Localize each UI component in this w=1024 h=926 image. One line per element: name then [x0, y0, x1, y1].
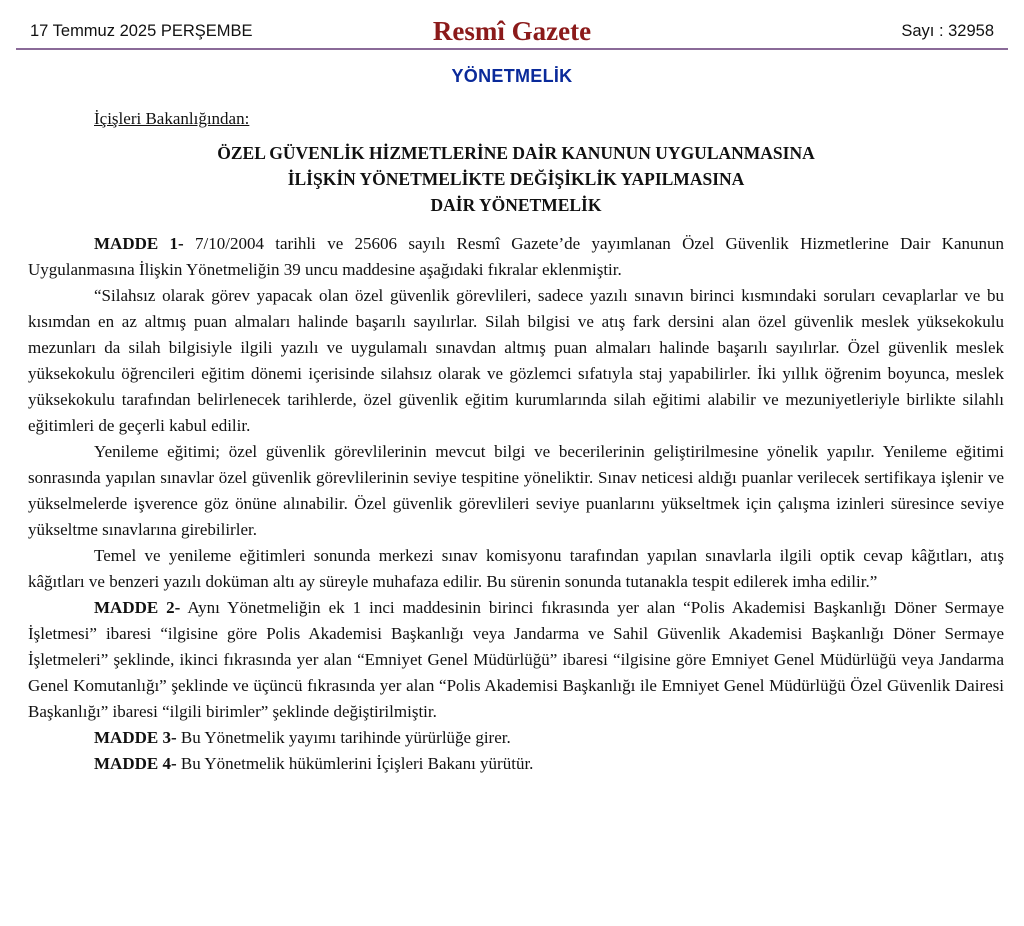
article-label: MADDE 1- — [94, 234, 184, 253]
article-4 — [28, 751, 1004, 777]
paragraph — [28, 543, 1004, 595]
article-text: 7/10/2004 tarihli ve 25606 sayılı Resmî Gazete’de yayımlanan Özel Güvenlik Hizmetlerine Dair Kanunun Uygulanmasına İlişkin Yönetmeliğin 39 uncu maddesine aşağıdaki fıkralar eklenmiştir. — [28, 234, 1004, 279]
paragraph-text: “Silahsız olarak görev yapacak olan özel güvenlik görevlileri, sadece yazılı sınavın birinci kısmındaki soruları cevaplarlar ve bu kısımdan en az altmış puan almaları halinde başarılı sayılırlar. Silah bilgisi ve atış fark dersini alan özel güvenlik meslek yüksekokulu mezunları da silah bilgisiyle ilgili yazılı ve uygulamalı sınavdan altmış puan almaları halinde başarılı sayılırlar. Özel güvenlik meslek yüksekokulu öğrencileri eğitim dönemi içerisinde silahsız olarak ve gözlemci sıfatıyla staj yapabilirler. İki yıllık öğrenim boyunca, meslek yüksekokulu tarafından belirlenecek tarihlerde, özel güvenlik eğitim kurumlarında silah eğitimi alabilir ve mezuniyetleriyle birlikte silahlı eğitimleri de geçerli kabul edilir. — [28, 286, 1004, 435]
regulation-title-line: DAİR YÖNETMELİK — [430, 195, 602, 215]
paragraph-text: Yenileme eğitimi; özel güvenlik görevlilerinin mevcut bilgi ve becerilerinin geliştirilmesine yönelik yapılır. Yenileme eğitimi sonrasında yapılan sınavlar özel güvenlik görevlilerinin seviye tespitine yöneliktir. Sınav neticesi aldığı puanlar verilecek sertifikaya işlenir ve yükselmelerde işverence göz önüne alınabilir. Özel güvenlik görevlileri seviye puanlarını yükseltmek için çalışma izinleri süresince seviye yükseltme sınavlarına girebilirler. — [28, 442, 1004, 539]
gazette-title: Resmî Gazete — [432, 16, 592, 46]
paragraph — [28, 439, 1004, 543]
document-body — [28, 106, 1004, 777]
masthead — [16, 14, 1008, 50]
article-label: MADDE 4- — [94, 754, 177, 773]
regulation-title-line: İLİŞKİN YÖNETMELİKTE DEĞİŞİKLİK YAPILMASINA — [287, 169, 745, 189]
paragraph — [28, 283, 1004, 439]
regulation-title-line: ÖZEL GÜVENLİK HİZMETLERİNE DAİR KANUNUN UYGULANMASINA — [217, 143, 815, 163]
article-1 — [28, 231, 1004, 283]
article-3 — [28, 725, 1004, 751]
article-text: Bu Yönetmelik hükümlerini İçişleri Bakanı yürütür. — [176, 754, 534, 773]
article-label: MADDE 3- — [94, 728, 177, 747]
paragraph-text: Temel ve yenileme eğitimleri sonunda merkezi sınav komisyonu tarafından yapılan sınavlarla ilgili optik cevap kâğıtları, atış kâğıtları ve benzeri yazılı doküman altı ay süreyle muhafaza edilir. Bu sürenin sonunda tutanakla tespit edilerek imha edilir.” — [28, 546, 1004, 591]
issue-number: Sayı : 32958 — [901, 22, 994, 40]
section-title: YÖNETMELİK — [451, 66, 573, 86]
article-label: MADDE 2- — [94, 598, 181, 617]
issuer: İçişleri Bakanlığından: — [94, 109, 250, 128]
article-2 — [28, 595, 1004, 725]
article-text: Aynı Yönetmeliğin ek 1 inci maddesinin birinci fıkrasında yer alan “Polis Akademisi Başkanlığı Döner Sermaye İşletmesi” ibaresi “ilgisine göre Polis Akademisi Başkanlığı veya Jandarma ve Sahil Güvenlik Akademisi Başkanlığı Döner Sermaye İşletmeleri” şeklinde, ikinci fıkrasında yer alan “Emniyet Genel Müdürlüğü” ibaresi “ilgisine göre Emniyet Genel Müdürlüğü veya Jandarma Genel Komutanlığı” şeklinde ve üçüncü fıkrasında yer alan “Polis Akademisi Başkanlığı ile Emniyet Genel Müdürlüğü Özel Güvenlik Dairesi Başkanlığı” ibaresi “ilgili birimler” şeklinde değiştirilmiştir. — [28, 598, 1004, 721]
issue-date: 17 Temmuz 2025 PERŞEMBE — [30, 22, 253, 40]
article-text: Bu Yönetmelik yayımı tarihinde yürürlüğe girer. — [176, 728, 511, 747]
regulation-title — [28, 140, 1004, 218]
